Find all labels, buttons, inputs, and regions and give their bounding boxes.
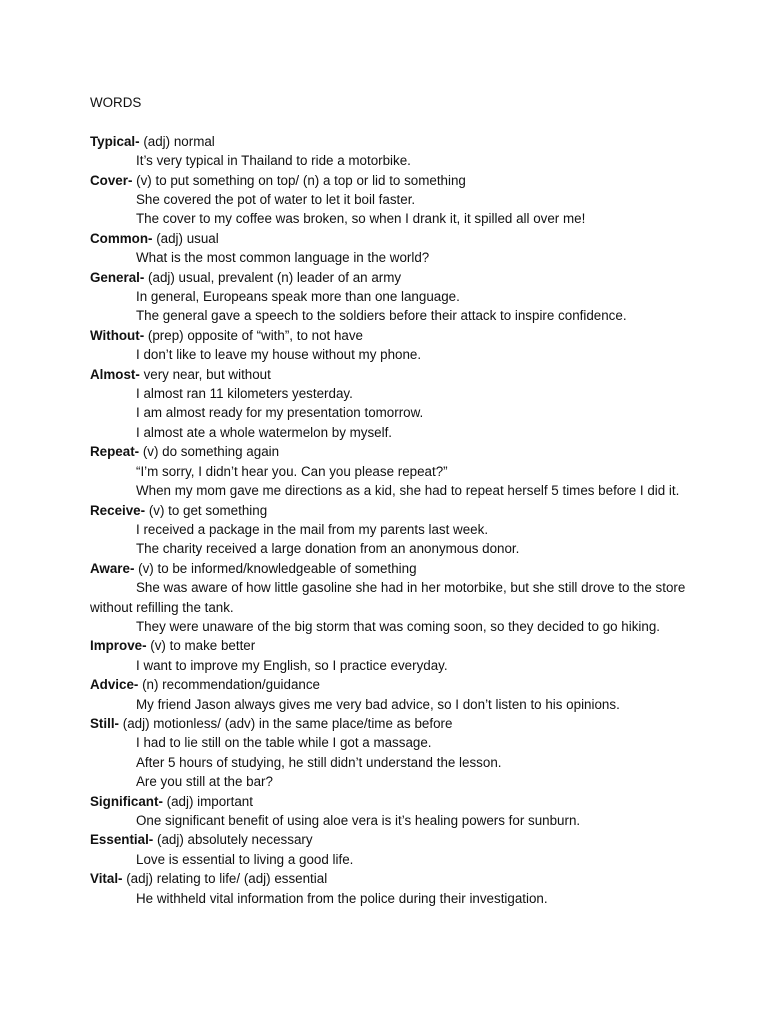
entry-heading — [90, 559, 690, 578]
definition: (n) recommendation/guidance — [138, 677, 320, 693]
example-sentence: They were unaware of the big storm that was coming soon, so they decided to go hiking. — [136, 618, 661, 634]
entry-heading — [90, 442, 690, 461]
entry-aware — [90, 559, 690, 637]
example-sentence: He withheld vital information from the police during their investigation. — [136, 890, 548, 906]
definition: (prep) opposite of “with”, to not have — [144, 327, 363, 343]
term: Improve- — [90, 638, 147, 654]
definition: (v) to put something on top/ (n) a top or lid to something — [132, 172, 466, 188]
entry-general — [90, 268, 690, 326]
entry-heading — [90, 675, 690, 694]
entry-essential — [90, 830, 690, 869]
entry-heading — [90, 792, 690, 811]
example-sentence: Love is essential to living a good life. — [136, 851, 354, 867]
entry-heading — [90, 869, 690, 888]
definition: (v) to be informed/knowledgeable of something — [134, 560, 417, 576]
example-sentence: The cover to my coffee was broken, so when I drank it, it spilled all over me! — [136, 211, 586, 227]
definition: (adj) usual, prevalent (n) leader of an army — [144, 269, 402, 285]
entry-heading — [90, 229, 690, 248]
entry-heading — [90, 365, 690, 384]
entry-heading — [90, 714, 690, 733]
term: Still- — [90, 715, 120, 731]
entry-heading — [90, 326, 690, 345]
definition: very near, but without — [139, 366, 271, 382]
definition: (v) do something again — [139, 444, 280, 460]
example-sentence: I am almost ready for my presentation tomorrow. — [136, 405, 424, 421]
entry-common — [90, 229, 690, 268]
example-sentence: What is the most common language in the world? — [136, 250, 430, 266]
example-sentence: I almost ran 11 kilometers yesterday. — [136, 386, 353, 402]
term: Significant- — [90, 793, 163, 809]
term: Essential- — [90, 832, 154, 848]
term: General- — [90, 269, 145, 285]
entry-advice — [90, 675, 690, 714]
example-sentence: When my mom gave me directions as a kid, she had to repeat herself 5 times before I did it. — [136, 483, 680, 499]
definition: (adj) motionless/ (adv) in the same place/time as before — [119, 715, 453, 731]
term: Vital- — [90, 871, 123, 887]
entry-heading — [90, 132, 690, 151]
entry-heading — [90, 268, 690, 287]
entry-still — [90, 714, 690, 792]
example-sentence: In general, Europeans speak more than one language. — [136, 289, 460, 305]
entry-almost — [90, 365, 690, 443]
entry-significant — [90, 792, 690, 831]
term: Advice- — [90, 677, 139, 693]
example-sentence: “I’m sorry, I didn’t hear you. Can you please repeat?” — [136, 463, 448, 479]
definition: (adj) relating to life/ (adj) essential — [122, 871, 328, 887]
example-sentence: It’s very typical in Thailand to ride a motorbike. — [136, 153, 411, 169]
term: Almost- — [90, 366, 140, 382]
example-sentence: She covered the pot of water to let it boil faster. — [136, 192, 416, 208]
example-sentence: One significant benefit of using aloe vera is it’s healing powers for sunburn. — [136, 813, 581, 829]
definition: (adj) important — [162, 793, 253, 809]
term: Aware- — [90, 560, 135, 576]
entry-heading — [90, 501, 690, 520]
entry-vital — [90, 869, 690, 908]
example-sentence: I want to improve my English, so I practice everyday. — [136, 657, 448, 673]
example-sentence: The general gave a speech to the soldiers before their attack to inspire confidence. — [136, 308, 627, 324]
term: Without- — [90, 327, 145, 343]
example-sentence: She was aware of how little gasoline she had in her motorbike, but she still drove to the store without refilling the tank. — [90, 580, 686, 615]
term: Cover- — [90, 172, 133, 188]
term: Typical- — [90, 133, 140, 149]
definition: (adj) normal — [139, 133, 215, 149]
example-sentence: I had to lie still on the table while I got a massage. — [136, 735, 432, 751]
example-sentence: I received a package in the mail from my parents last week. — [136, 521, 489, 537]
definition: (adj) absolutely necessary — [153, 832, 313, 848]
entry-heading — [90, 830, 690, 849]
entry-typical — [90, 132, 690, 171]
example-sentence: I almost ate a whole watermelon by myself. — [136, 424, 393, 440]
example-sentence: After 5 hours of studying, he still didn’t understand the lesson. — [136, 754, 502, 770]
entry-cover — [90, 171, 690, 229]
entry-receive — [90, 501, 690, 559]
term: Receive- — [90, 502, 146, 518]
document-page — [90, 93, 690, 908]
example-sentence: My friend Jason always gives me very bad advice, so I don’t listen to his opinions. — [136, 696, 620, 712]
document-title: WORDS — [90, 95, 142, 110]
entry-improve — [90, 636, 690, 675]
entry-repeat — [90, 442, 690, 500]
entry-without — [90, 326, 690, 365]
definition: (adj) usual — [152, 230, 219, 246]
definition: (v) to make better — [146, 638, 256, 654]
example-sentence: Are you still at the bar? — [136, 774, 273, 790]
entry-heading — [90, 636, 690, 655]
term: Common- — [90, 230, 153, 246]
definition: (v) to get something — [145, 502, 268, 518]
entry-heading — [90, 171, 690, 190]
example-sentence: I don’t like to leave my house without my phone. — [136, 347, 422, 363]
example-sentence: The charity received a large donation from an anonymous donor. — [136, 541, 520, 557]
term: Repeat- — [90, 444, 140, 460]
